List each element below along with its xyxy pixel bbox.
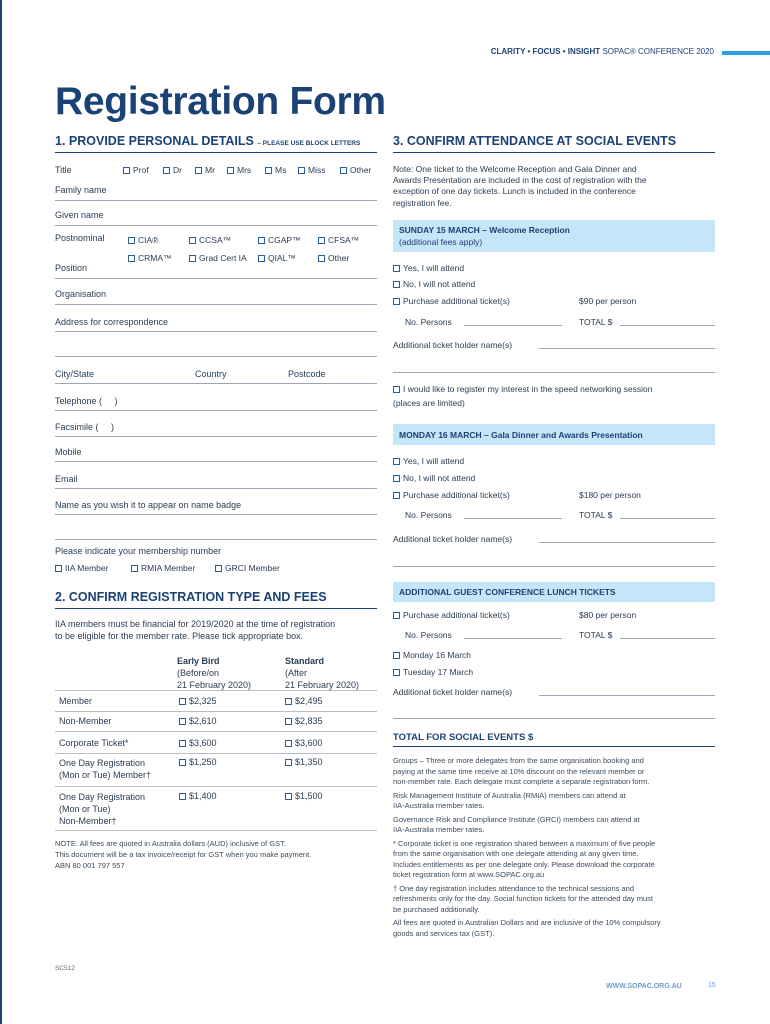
mobile-label: Mobile	[55, 447, 82, 457]
section3-heading: 3. CONFIRM ATTENDANCE AT SOCIAL EVENTS	[393, 134, 677, 148]
fine-print-corporate: * Corporate ticket is one registration shared between a maximum of five people from the same organisation with one delegate attending at any given time. Includes entitlements as per one delegate only. Please download the corporate ticket registration form at www.SOPAC.org.au	[393, 838, 656, 879]
fee-row-label: Non-Member	[59, 716, 112, 726]
monday-total-label: TOTAL $	[579, 510, 613, 520]
early-bird-title: Early Bird	[177, 656, 220, 666]
checkbox[interactable]	[195, 167, 202, 174]
sunday-total-label: TOTAL $	[579, 317, 613, 327]
fee-rule-2	[55, 731, 377, 732]
facsimile-label: Facsimile ( )	[55, 422, 115, 432]
sunday-total-line[interactable]	[620, 325, 715, 326]
fine-print	[393, 756, 718, 939]
lunch-total-line[interactable]	[620, 638, 715, 639]
lunch-price: $80 per person	[579, 610, 637, 620]
lunch-monday[interactable]: Monday 16 March	[393, 650, 471, 660]
fine-print-grci: Governance Risk and Compliance Institute (GRCI) members can attend at IIA-Australia member rates.	[393, 814, 640, 834]
title-ms[interactable]: Ms	[265, 165, 286, 175]
checkbox[interactable]	[128, 255, 135, 262]
form-code: SC512	[55, 965, 75, 972]
organisation-line[interactable]	[55, 304, 377, 305]
checkbox[interactable]	[55, 565, 62, 572]
facsimile-line[interactable]	[55, 436, 377, 437]
lunch-tuesday[interactable]: Tuesday 17 March	[393, 667, 473, 677]
lunch-title: ADDITIONAL GUEST CONFERENCE LUNCH TICKETS	[399, 587, 616, 597]
monday-persons-line[interactable]	[464, 518, 562, 519]
checkbox[interactable]	[285, 759, 292, 766]
section2-intro-1: IIA members must be financial for 2019/2020 at the time of registration	[55, 619, 336, 629]
footer-url[interactable]: WWW.SOPAC.ORG.AU	[606, 983, 682, 990]
fee-standard-oneday-nonmember[interactable]: $1,500	[285, 791, 323, 801]
total-social-label: TOTAL FOR SOCIAL EVENTS $	[393, 732, 534, 743]
telephone-label: Telephone ( )	[55, 396, 118, 406]
sunday-holder-line-2[interactable]	[393, 372, 715, 373]
checkbox[interactable]	[265, 167, 272, 174]
checkbox[interactable]	[393, 475, 400, 482]
checkbox[interactable]	[215, 565, 222, 572]
checkbox[interactable]	[131, 565, 138, 572]
monday-title: MONDAY 16 MARCH – Gala Dinner and Awards Presentation	[399, 430, 643, 440]
checkbox[interactable]	[340, 167, 347, 174]
lunch-holder-line-1[interactable]	[539, 695, 715, 696]
sunday-no[interactable]: No, I will not attend	[393, 279, 475, 289]
section3-note: Note: One ticket to the Welcome Reception and Gala Dinner and Awards Presentation are included in the cost of registration with the exception of one day tickets. Lunch is included in the conference registration fee.	[393, 164, 647, 208]
fine-print-gst: All fees are quoted in Australian Dollars and are inclusive of the 10% compulsory goods and services tax (GST).	[393, 918, 661, 938]
address-label: Address for correspondence	[55, 317, 169, 327]
section1-rule	[55, 152, 377, 153]
email-label: Email	[55, 474, 78, 484]
postnominal-other[interactable]: Other	[318, 253, 349, 263]
tagline-rest: SOPAC® CONFERENCE 2020	[602, 47, 714, 56]
monday-holder-line-1[interactable]	[539, 542, 715, 543]
family-name-line[interactable]	[55, 200, 377, 201]
country-label: Country	[195, 369, 227, 379]
postnominal-cfsa[interactable]: CFSA™	[318, 235, 359, 245]
fee-early-member[interactable]: $2,325	[179, 696, 217, 706]
checkbox[interactable]	[179, 718, 186, 725]
monday-total-line[interactable]	[620, 518, 715, 519]
monday-price: $180 per person	[579, 490, 641, 500]
fee-row-label: Member	[59, 696, 93, 706]
conference-tagline	[491, 47, 714, 56]
sunday-title: SUNDAY 15 MARCH – Welcome Reception	[399, 225, 570, 235]
sunday-purchase[interactable]: Purchase additional ticket(s)	[393, 296, 510, 306]
sunday-holder-line-1[interactable]	[539, 348, 715, 349]
checkbox[interactable]	[318, 237, 325, 244]
fine-print-oneday: † One day registration includes attendance to the technical sessions and refreshments only for the day. Social function tickets for the attended day must be purchased additionally.	[393, 883, 653, 914]
checkbox[interactable]	[258, 237, 265, 244]
checkbox[interactable]	[128, 237, 135, 244]
checkbox[interactable]	[227, 167, 234, 174]
title-label: Title	[55, 165, 72, 175]
sunday-subtitle: (additional fees apply)	[399, 237, 483, 247]
monday-holder-label: Additional ticket holder name(s)	[393, 534, 513, 544]
lunch-persons-line[interactable]	[464, 638, 562, 639]
title-other[interactable]: Other	[340, 165, 371, 175]
email-line[interactable]	[55, 488, 377, 489]
postnominal-cia[interactable]: CIA®	[128, 235, 158, 245]
fee-rule-1	[55, 711, 377, 712]
title-mr[interactable]: Mr	[195, 165, 215, 175]
checkbox[interactable]	[393, 386, 400, 393]
monday-persons-label: No. Persons	[405, 510, 452, 520]
telephone-line[interactable]	[55, 410, 377, 411]
checkbox[interactable]	[258, 255, 265, 262]
city-line[interactable]	[55, 383, 377, 384]
fee-rule-3	[55, 753, 377, 754]
total-social-rule	[393, 746, 715, 747]
checkbox[interactable]	[285, 698, 292, 705]
section2-heading: 2. CONFIRM REGISTRATION TYPE AND FEES	[55, 590, 327, 604]
sunday-persons-label: No. Persons	[405, 317, 452, 327]
standard-header	[285, 655, 359, 691]
section1-heading	[55, 134, 360, 148]
checkbox[interactable]	[163, 167, 170, 174]
fee-rule-0	[55, 690, 377, 691]
checkbox[interactable]	[393, 298, 400, 305]
checkbox[interactable]	[179, 740, 186, 747]
standard-sub1: (After	[285, 668, 308, 678]
early-bird-header	[177, 655, 251, 691]
page-number: 15	[708, 982, 716, 989]
checkbox[interactable]	[179, 793, 186, 800]
membership-prompt: Please indicate your membership number	[55, 546, 222, 556]
checkbox[interactable]	[393, 612, 400, 619]
lunch-persons-label: No. Persons	[405, 630, 452, 640]
section1-subnote: – PLEASE USE BLOCK LETTERS	[257, 140, 361, 147]
checkbox[interactable]	[179, 698, 186, 705]
fee-early-corporate[interactable]: $3,600	[179, 738, 217, 748]
title-mrs[interactable]: Mrs	[227, 165, 251, 175]
sunday-holder-label: Additional ticket holder name(s)	[393, 340, 513, 350]
postnominal-cgap[interactable]: CGAP™	[258, 235, 301, 245]
tagline-bold: CLARITY • FOCUS • INSIGHT	[490, 47, 601, 56]
section3-rule	[393, 152, 715, 153]
postnominal-gradcert[interactable]: Grad Cert IA	[189, 253, 247, 263]
postnominal-qial[interactable]: QIAL™	[258, 253, 296, 263]
mobile-line[interactable]	[55, 461, 377, 462]
checkbox[interactable]	[393, 492, 400, 499]
fee-early-oneday-nonmember[interactable]: $1,400	[179, 791, 217, 801]
sunday-yes[interactable]: Yes, I will attend	[393, 263, 464, 273]
checkbox[interactable]	[393, 281, 400, 288]
fee-standard-oneday-member[interactable]: $1,350	[285, 757, 323, 767]
title-dr[interactable]: Dr	[163, 165, 182, 175]
lunch-total-label: TOTAL $	[579, 630, 613, 640]
fee-row-label: One Day Registration (Mon or Tue) Member†	[59, 758, 152, 780]
title-prof[interactable]: Prof	[123, 165, 149, 175]
membership-grci[interactable]: GRCI Member	[215, 563, 280, 573]
checkbox[interactable]	[189, 255, 196, 262]
accent-bar	[722, 51, 770, 55]
badge-line-1[interactable]	[55, 514, 377, 515]
checkbox[interactable]	[393, 669, 400, 676]
fee-standard-corporate[interactable]: $3,600	[285, 738, 323, 748]
fee-standard-nonmember[interactable]: $2,835	[285, 716, 323, 726]
family-name-label: Family name	[55, 185, 107, 195]
fee-row-label: Corporate Ticket*	[59, 738, 129, 748]
checkbox[interactable]	[179, 759, 186, 766]
given-name-line[interactable]	[55, 225, 377, 226]
fee-early-nonmember[interactable]: $2,610	[179, 716, 217, 726]
fee-standard-member[interactable]: $2,495	[285, 696, 323, 706]
monday-holder-line-2[interactable]	[393, 566, 715, 567]
sunday-persons-line[interactable]	[464, 325, 562, 326]
monday-no[interactable]: No, I will not attend	[393, 473, 475, 483]
checkbox[interactable]	[298, 167, 305, 174]
membership-rmia[interactable]: RMIA Member	[131, 563, 195, 573]
section2-intro-2: to be eligible for the member rate. Please tick appropriate box.	[55, 631, 304, 641]
standard-sub2: 21 February 2020)	[285, 680, 360, 690]
sunday-price: $90 per person	[579, 296, 637, 306]
fee-rule-5	[55, 830, 377, 831]
networking-interest[interactable]: I would like to register my interest in the speed networking session	[393, 384, 652, 394]
checkbox[interactable]	[393, 652, 400, 659]
address-line-2[interactable]	[55, 356, 377, 357]
fine-print-groups: Groups – Three or more delegates from the same organisation booking and paying at the same time receive at 10% discount on the relevant member or non-member rate. Each delegate must complete a separate registration form.	[393, 756, 650, 786]
fine-print-rmia: Risk Management Institute of Australia (RMIA) members can attend at IIA-Australia member rates.	[393, 790, 626, 810]
section2-rule	[55, 608, 377, 609]
early-bird-sub1: (Before/on	[177, 668, 220, 678]
early-bird-sub2: 21 February 2020)	[177, 680, 252, 690]
checkbox[interactable]	[318, 255, 325, 262]
networking-note: (places are limited)	[393, 398, 465, 408]
position-line[interactable]	[55, 278, 377, 279]
checkbox[interactable]	[393, 458, 400, 465]
postcode-label: Postcode	[288, 369, 326, 379]
checkbox[interactable]	[393, 265, 400, 272]
monday-yes[interactable]: Yes, I will attend	[393, 456, 464, 466]
badge-line-2[interactable]	[55, 539, 377, 540]
checkbox[interactable]	[285, 793, 292, 800]
organisation-label: Organisation	[55, 289, 107, 299]
fee-row-label: One Day Registration (Mon or Tue) Non-Member†	[59, 792, 146, 826]
badge-label: Name as you wish it to appear on name badge	[55, 500, 242, 510]
page-title: Registration Form	[55, 80, 386, 123]
standard-title: Standard	[285, 656, 325, 666]
lunch-holder-label: Additional ticket holder name(s)	[393, 687, 513, 697]
checkbox[interactable]	[189, 237, 196, 244]
checkbox[interactable]	[285, 718, 292, 725]
checkbox[interactable]	[123, 167, 130, 174]
lunch-holder-line-2[interactable]	[393, 718, 715, 719]
checkbox[interactable]	[285, 740, 292, 747]
postnominal-crma[interactable]: CRMA™	[128, 253, 172, 263]
city-label: City/State	[55, 369, 95, 379]
postnominal-ccsa[interactable]: CCSA™	[189, 235, 231, 245]
left-page-edge	[0, 0, 2, 1024]
fee-rule-4	[55, 786, 377, 787]
fee-early-oneday-member[interactable]: $1,250	[179, 757, 217, 767]
postnominal-label: Postnominal	[55, 233, 105, 243]
title-miss[interactable]: Miss	[298, 165, 325, 175]
address-line-1[interactable]	[55, 331, 377, 332]
position-label: Position	[55, 263, 88, 273]
gst-note: NOTE: All fees are quoted in Australia dollars (AUD) inclusive of GST. This document will be a tax invoice/receipt for GST when you make payment. ABN 80 001 797 557	[55, 839, 312, 870]
lunch-purchase[interactable]: Purchase additional ticket(s)	[393, 610, 510, 620]
given-name-label: Given name	[55, 210, 104, 220]
section1-title: 1. PROVIDE PERSONAL DETAILS	[55, 134, 254, 148]
monday-purchase[interactable]: Purchase additional ticket(s)	[393, 490, 510, 500]
membership-iia[interactable]: IIA Member	[55, 563, 108, 573]
